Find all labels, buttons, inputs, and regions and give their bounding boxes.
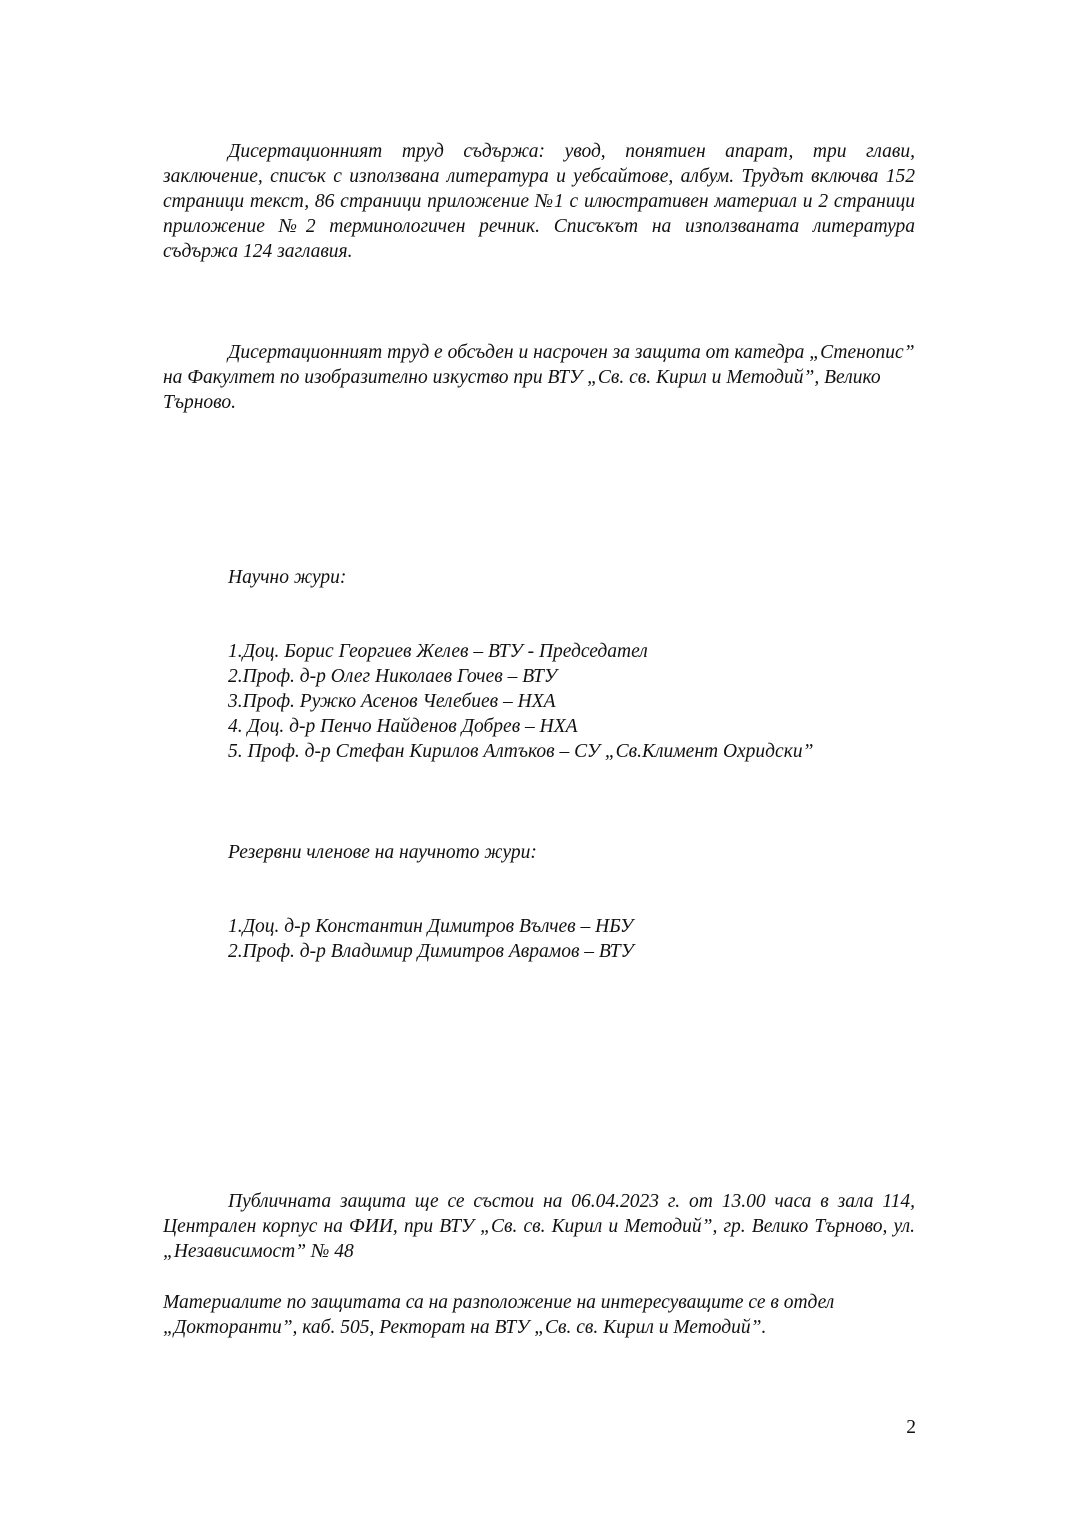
defense-paragraph: Публичната защита ще се състои на 06.04.2023 г. от 13.00 часа в зала 114, Централен корпус на ФИИ, при ВТУ „Св. св. Кирил и Методий”, гр. Велико Търново, ул. „Независимост” № 48 [163, 1191, 915, 1262]
discussion-paragraph: Дисертационният труд е обсъден и насрочен за защита от катедра „Стенопис” на Факултет по изобразително изкуство при ВТУ „Св. св. Кирил и Методий”, Велико Търново. [163, 342, 915, 413]
reserve-member: 2.Проф. д-р Владимир Димитров Аврамов – ВТУ [228, 941, 634, 962]
jury-member: 2.Проф. д-р Олег Николаев Гочев – ВТУ [228, 666, 557, 687]
jury-member: 4. Доц. д-р Пенчо Найденов Добрев – НХА [228, 716, 578, 737]
jury-heading: Научно жури: [228, 567, 347, 588]
jury-list [228, 639, 915, 764]
reserve-member: 1.Доц. д-р Константин Димитров Вълчев – НБУ [228, 916, 634, 937]
materials-paragraph: Материалите по защитата са на разположение на интересуващите се в отдел „Докторанти”, каб. 505, Ректорат на ВТУ „Св. св. Кирил и Методий”. [163, 1292, 835, 1338]
jury-member: 3.Проф. Ружко Асенов Челебиев – НХА [228, 691, 556, 712]
reserve-list [228, 914, 915, 964]
jury-member: 1.Доц. Борис Георгиев Желев – ВТУ - Председател [228, 641, 648, 662]
dissertation-structure-paragraph: Дисертационният труд съдържа: увод, понятиен апарат, три глави, заключение, списък с използвана литература и уебсайтове, албум. Трудът включва 152 страници текст, 86 страници приложение №1 с илюстративен материал и 2 страници приложение №2 терминологичен речник. Списъкът на използваната литература съдържа 124 заглавия. [163, 141, 915, 262]
jury-member: 5. Проф. д-р Стефан Кирилов Алтъков – СУ „Св.Климент Охридски” [228, 741, 814, 762]
reserve-heading: Резервни членове на научното жури: [228, 842, 537, 863]
page-number: 2 [906, 1417, 916, 1438]
